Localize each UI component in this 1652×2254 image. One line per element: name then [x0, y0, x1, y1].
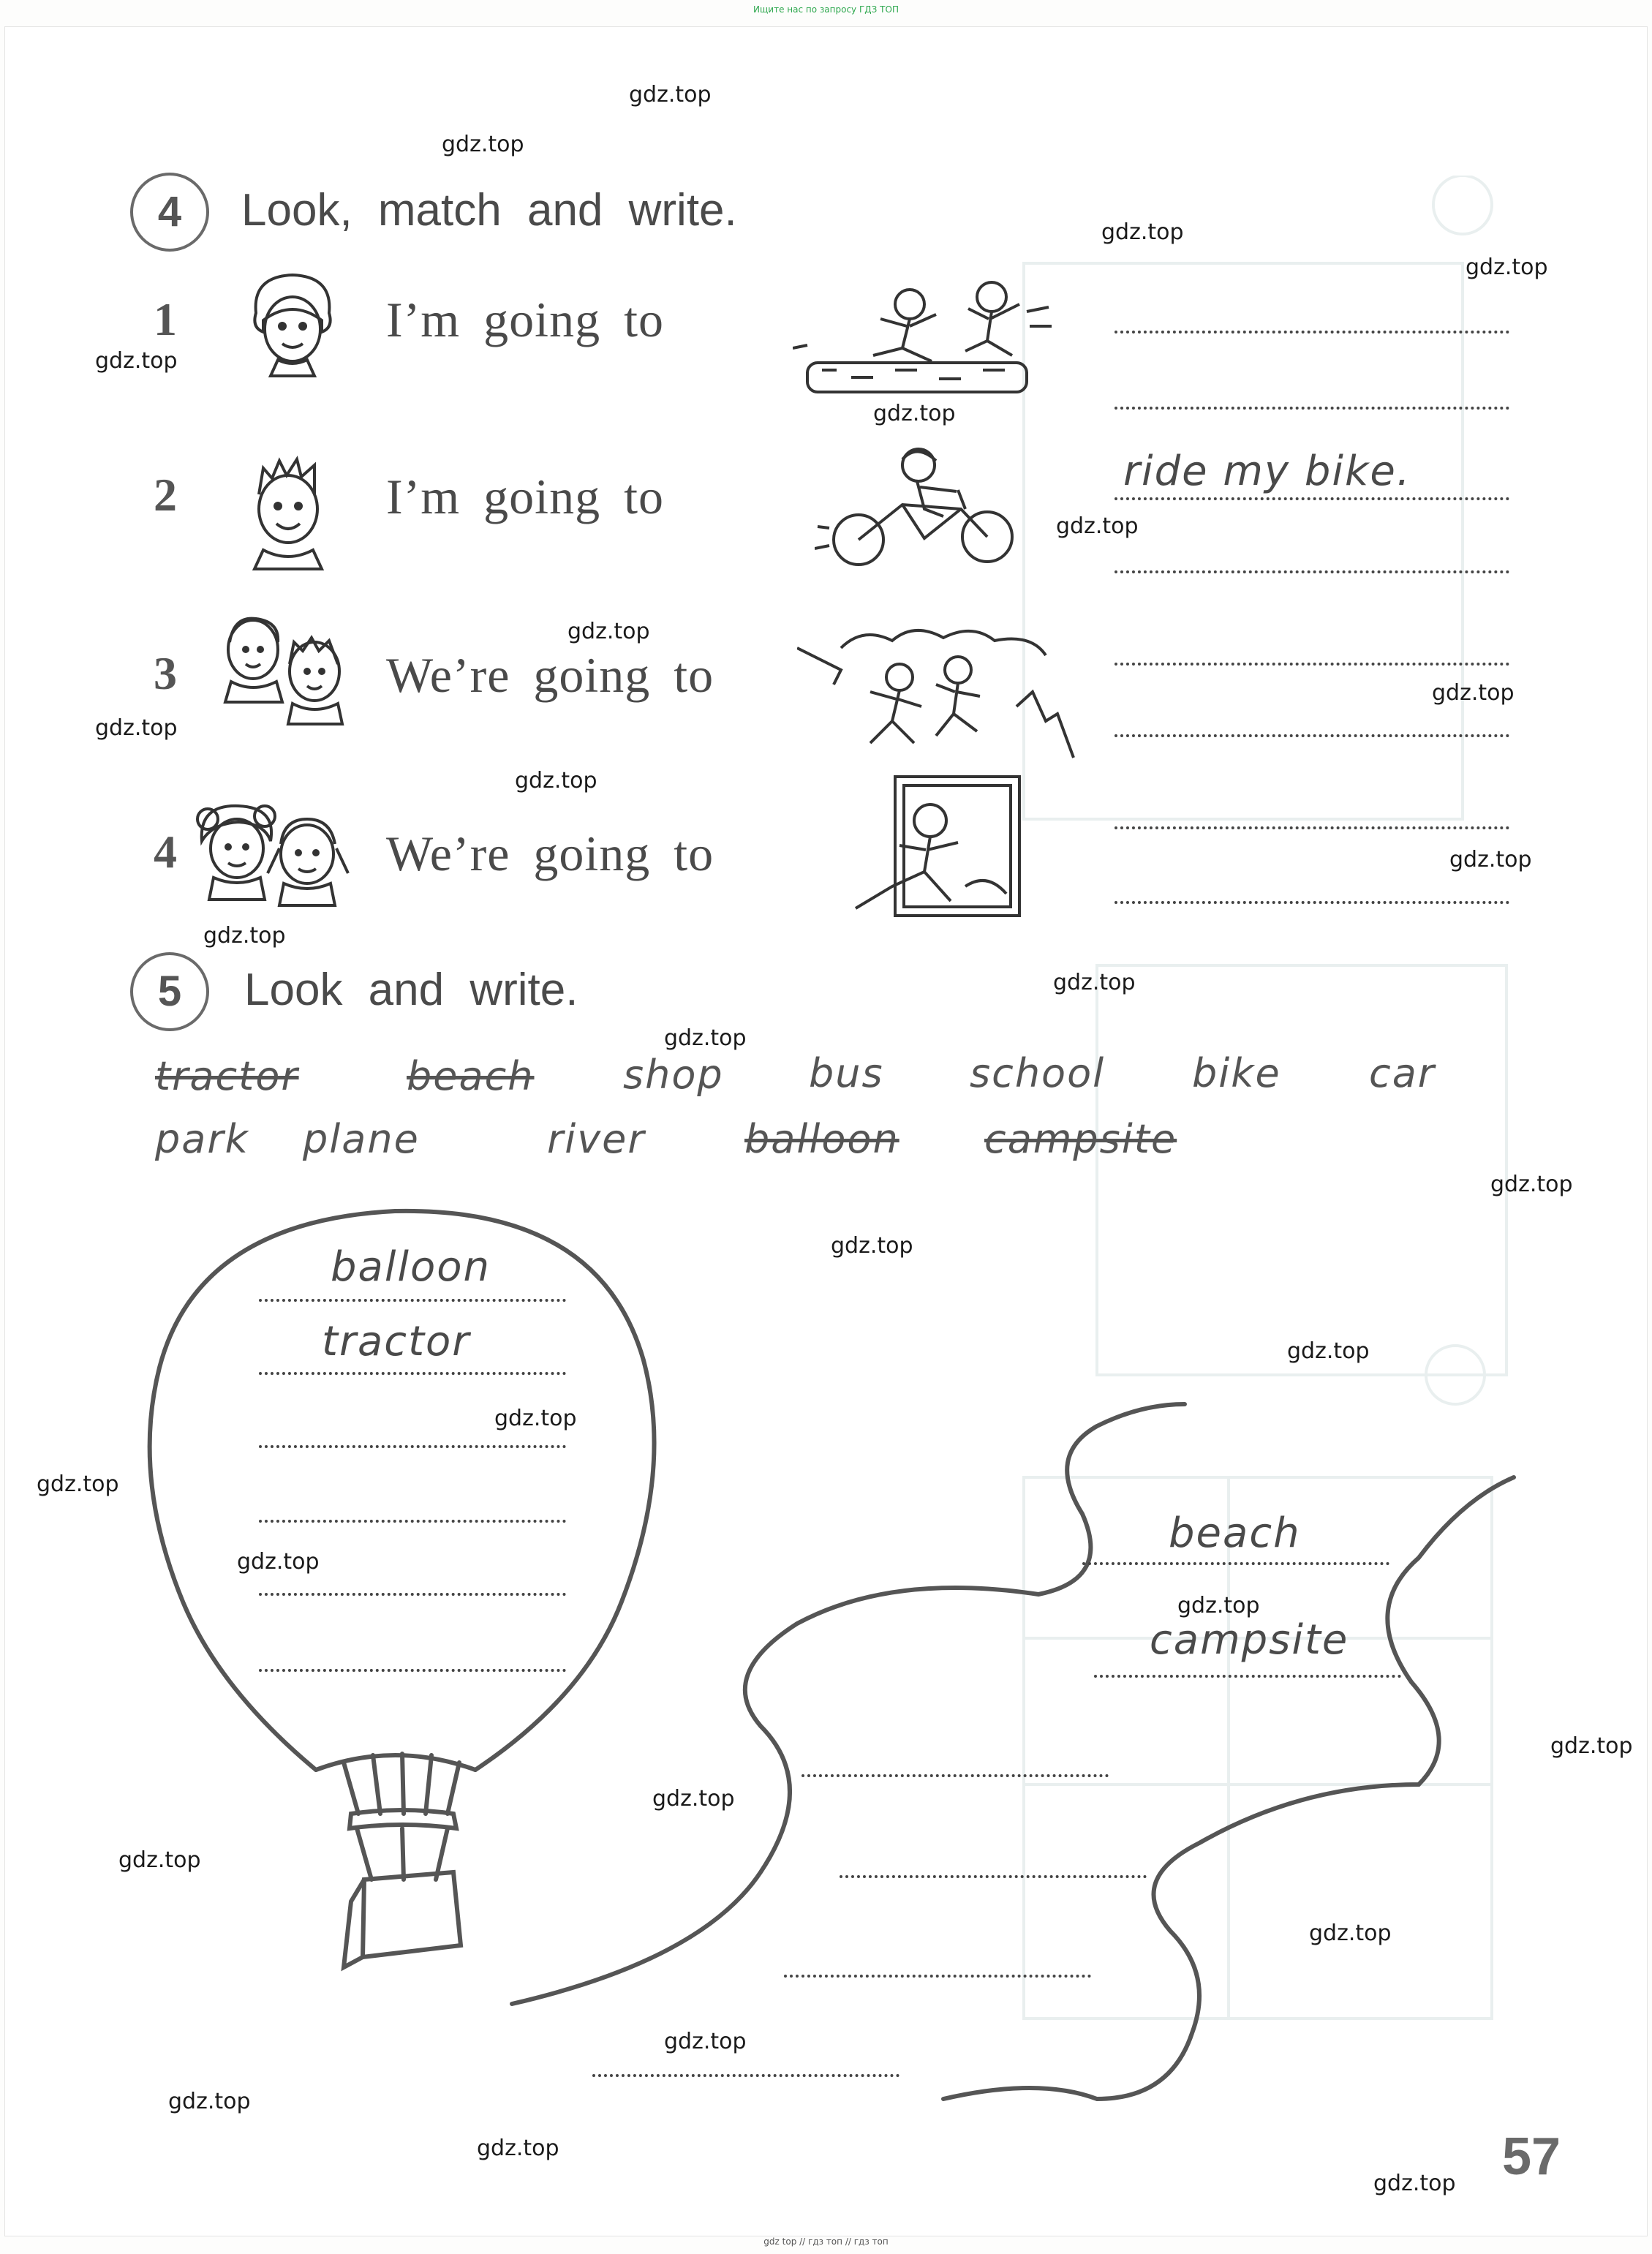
row-number: 4 [154, 826, 177, 878]
answer-line[interactable] [1114, 570, 1509, 573]
watermark: gdz.top [629, 82, 712, 108]
exercise-number: 4 [130, 173, 209, 252]
watermark: gdz.top [1490, 1172, 1573, 1197]
word-bank-item: bike [1192, 1050, 1281, 1096]
answer-line[interactable] [802, 1774, 1109, 1777]
watermark: gdz.top [664, 2029, 747, 2054]
watermark: gdz.top [1432, 680, 1515, 706]
watermark: gdz.top [1053, 970, 1136, 995]
answer-line[interactable] [840, 1875, 1147, 1878]
sentence-stem: We’re going to [386, 647, 714, 703]
answer-line[interactable] [1114, 331, 1509, 333]
answer-line[interactable] [1114, 663, 1509, 666]
answer-line[interactable] [1114, 734, 1509, 737]
sentence-stem: We’re going to [386, 826, 714, 881]
kids-jumping-log-picture [793, 275, 1056, 399]
handwritten-answer: beach [1169, 1509, 1301, 1557]
two-boys-icon [212, 608, 358, 725]
answer-line[interactable] [1114, 407, 1509, 410]
watermark: gdz.top [203, 923, 286, 949]
watermark: gdz.top [652, 1786, 735, 1812]
exercise-number: 5 [130, 952, 209, 1031]
girl-riding-bike-picture [815, 446, 1027, 570]
answer-line[interactable] [259, 1299, 566, 1302]
watermark: gdz.top [1056, 513, 1139, 539]
exercise-title: Look, match and write. [241, 185, 737, 235]
girl-face-icon [249, 269, 336, 379]
top-banner: Ищите нас по запросу ГДЗ ТОП [753, 4, 899, 15]
answer-line[interactable] [1082, 1562, 1389, 1565]
watermark: gdz.top [442, 132, 524, 157]
answer-line[interactable] [259, 1669, 566, 1672]
boy-at-window-picture [848, 769, 1024, 923]
word-bank-item: river [547, 1116, 646, 1162]
watermark: gdz.top [1309, 1921, 1392, 1946]
row-number: 3 [154, 647, 177, 699]
watermark: gdz.top [1373, 2171, 1456, 2196]
word-bank-item: bus [809, 1050, 884, 1096]
watermark: gdz.top [477, 2136, 559, 2161]
answer-line[interactable] [259, 1520, 566, 1523]
answer-line[interactable] [1114, 901, 1509, 904]
watermark: gdz.top [118, 1847, 201, 1873]
answer-line[interactable] [784, 1975, 1091, 1978]
answer-line[interactable] [1114, 826, 1509, 829]
watermark: gdz.top [1449, 847, 1532, 872]
sentence-stem: I’m going to [386, 469, 664, 524]
watermark: gdz.top [873, 401, 956, 426]
watermark: gdz.top [237, 1549, 320, 1575]
handwritten-answer: ride my bike. [1123, 448, 1411, 495]
sentence-stem: I’m going to [386, 292, 664, 347]
bottom-banner: gdz top // гдз топ // гдз топ [763, 2236, 889, 2247]
word-bank-item: campsite [984, 1116, 1177, 1162]
watermark: gdz.top [168, 2089, 251, 2114]
row-number: 1 [154, 293, 177, 345]
page-number: 57 [1502, 2127, 1561, 2186]
word-bank-item: beach [407, 1053, 535, 1099]
word-bank-item: balloon [744, 1116, 899, 1162]
watermark: gdz.top [1177, 1593, 1260, 1618]
answer-line[interactable] [259, 1372, 566, 1375]
watermark: gdz.top [1101, 219, 1184, 245]
handwritten-answer: campsite [1150, 1616, 1349, 1664]
two-girls-icon [192, 797, 352, 907]
answer-line[interactable] [259, 1593, 566, 1596]
word-bank-item: shop [623, 1052, 724, 1098]
answer-line[interactable] [592, 2074, 899, 2077]
watermark: gdz.top [1287, 1338, 1370, 1364]
word-bank-item: school [970, 1050, 1106, 1096]
watermark: gdz.top [95, 348, 178, 374]
answer-line[interactable] [259, 1445, 566, 1448]
answer-line[interactable] [1114, 497, 1509, 500]
handwritten-answer: balloon [331, 1243, 491, 1291]
word-bank-item: park [155, 1116, 249, 1162]
watermark: gdz.top [494, 1406, 577, 1431]
word-bank-item: car [1369, 1050, 1436, 1096]
word-bank-item: tractor [155, 1053, 299, 1099]
watermark: gdz.top [831, 1233, 913, 1259]
exercise-title: Look and write. [244, 965, 578, 1015]
handwritten-answer: tractor [322, 1318, 471, 1365]
row-number: 2 [154, 469, 177, 521]
answer-line[interactable] [1094, 1675, 1401, 1678]
watermark: gdz.top [95, 715, 178, 741]
watermark: gdz.top [1550, 1733, 1633, 1759]
watermark: gdz.top [1466, 255, 1548, 280]
watermark: gdz.top [37, 1471, 119, 1497]
word-bank-item: plane [303, 1116, 420, 1162]
watermark: gdz.top [515, 768, 597, 794]
watermark: gdz.top [664, 1025, 747, 1051]
kids-running-hill-picture [797, 626, 1075, 765]
watermark: gdz.top [567, 619, 650, 644]
boy-face-icon [241, 453, 336, 570]
